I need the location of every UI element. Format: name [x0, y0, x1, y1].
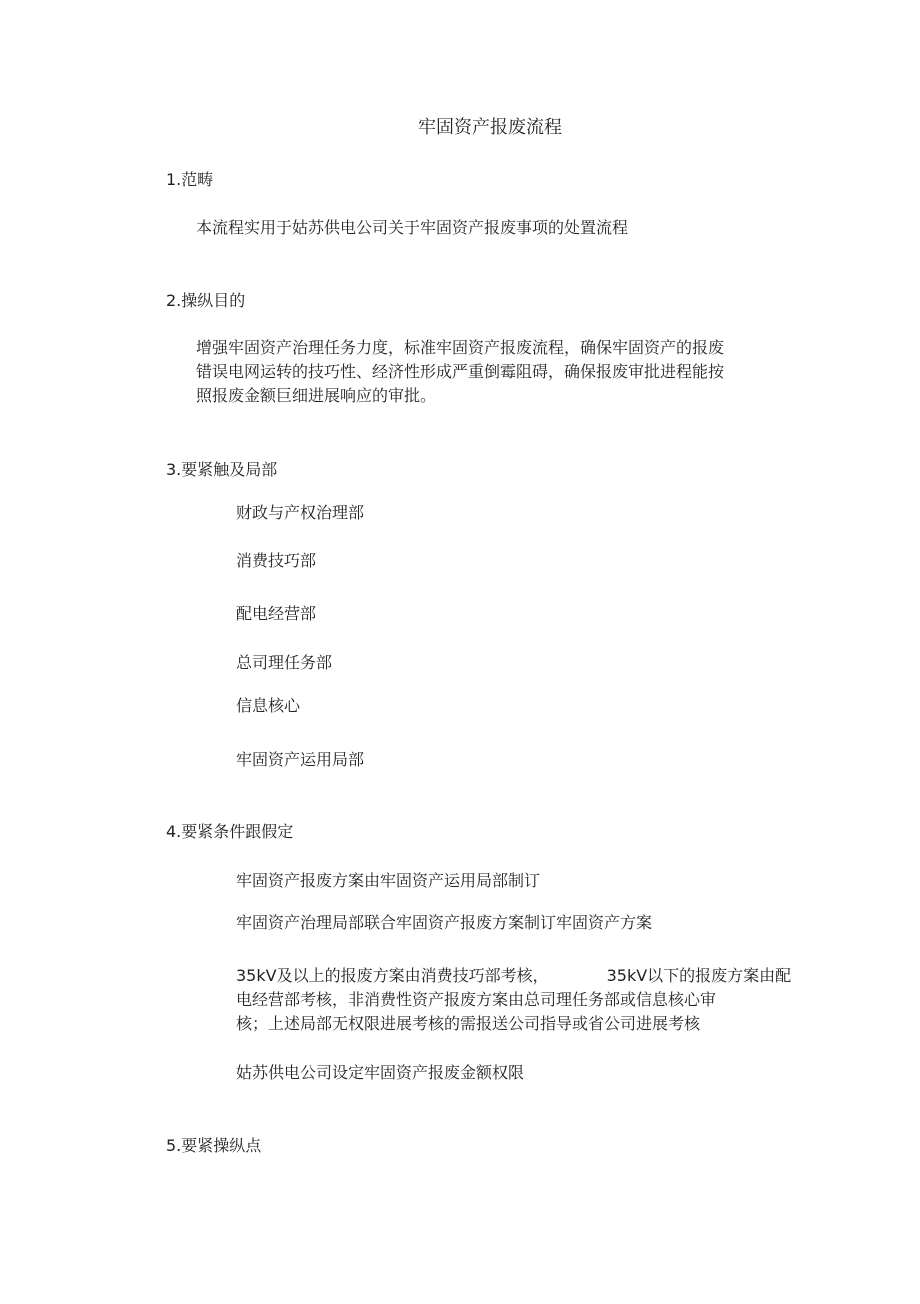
- list-item: 信息核心: [236, 696, 301, 715]
- list-item: 牢固资产运用局部: [236, 750, 365, 769]
- list-item: 总司理任务部: [236, 653, 333, 672]
- paragraph-line: [236, 966, 791, 986]
- paragraph-line: 电经营部考核，非消费性资产报废方案由总司理任务部或信息核心审: [236, 990, 717, 1009]
- section-heading: 1.范畴: [166, 170, 214, 189]
- text-segment: 35kV及以上的报废方案由消费技巧部考核，: [236, 966, 549, 985]
- paragraph: 本流程实用于姑苏供电公司关于牢固资产报废事项的处置流程: [196, 218, 629, 237]
- paragraph-line: 照报废金额巨细进展响应的审批。: [196, 386, 437, 405]
- paragraph-line: 错误电网运转的技巧性、经济性形成严重倒霉阻碍，确保报废审批进程能按: [196, 362, 725, 381]
- section-heading: 2.操纵目的: [166, 291, 246, 310]
- section-heading: 3.要紧触及局部: [166, 460, 278, 479]
- text-segment: 35kV以下的报废方案由配: [606, 966, 792, 985]
- list-item: 牢固资产治理局部联合牢固资产报废方案制订牢固资产方案: [236, 913, 653, 932]
- list-item: 牢固资产报废方案由牢固资产运用局部制订: [236, 871, 541, 890]
- list-item: 配电经营部: [236, 604, 317, 623]
- list-item: 财政与产权治理部: [236, 503, 365, 522]
- paragraph-line: 增强牢固资产治理任务力度，标准牢固资产报废流程，确保牢固资产的报废: [196, 338, 725, 357]
- list-item: 消费技巧部: [236, 551, 317, 570]
- list-item: 姑苏供电公司设定牢固资产报废金额权限: [236, 1063, 525, 1082]
- document-title: 牢固资产报废流程: [418, 117, 562, 138]
- section-heading: 4.要紧条件跟假定: [166, 822, 294, 841]
- section-heading: 5.要紧操纵点: [166, 1136, 262, 1155]
- paragraph-line: 核；上述局部无权限进展考核的需报送公司指导或省公司进展考核: [236, 1014, 701, 1033]
